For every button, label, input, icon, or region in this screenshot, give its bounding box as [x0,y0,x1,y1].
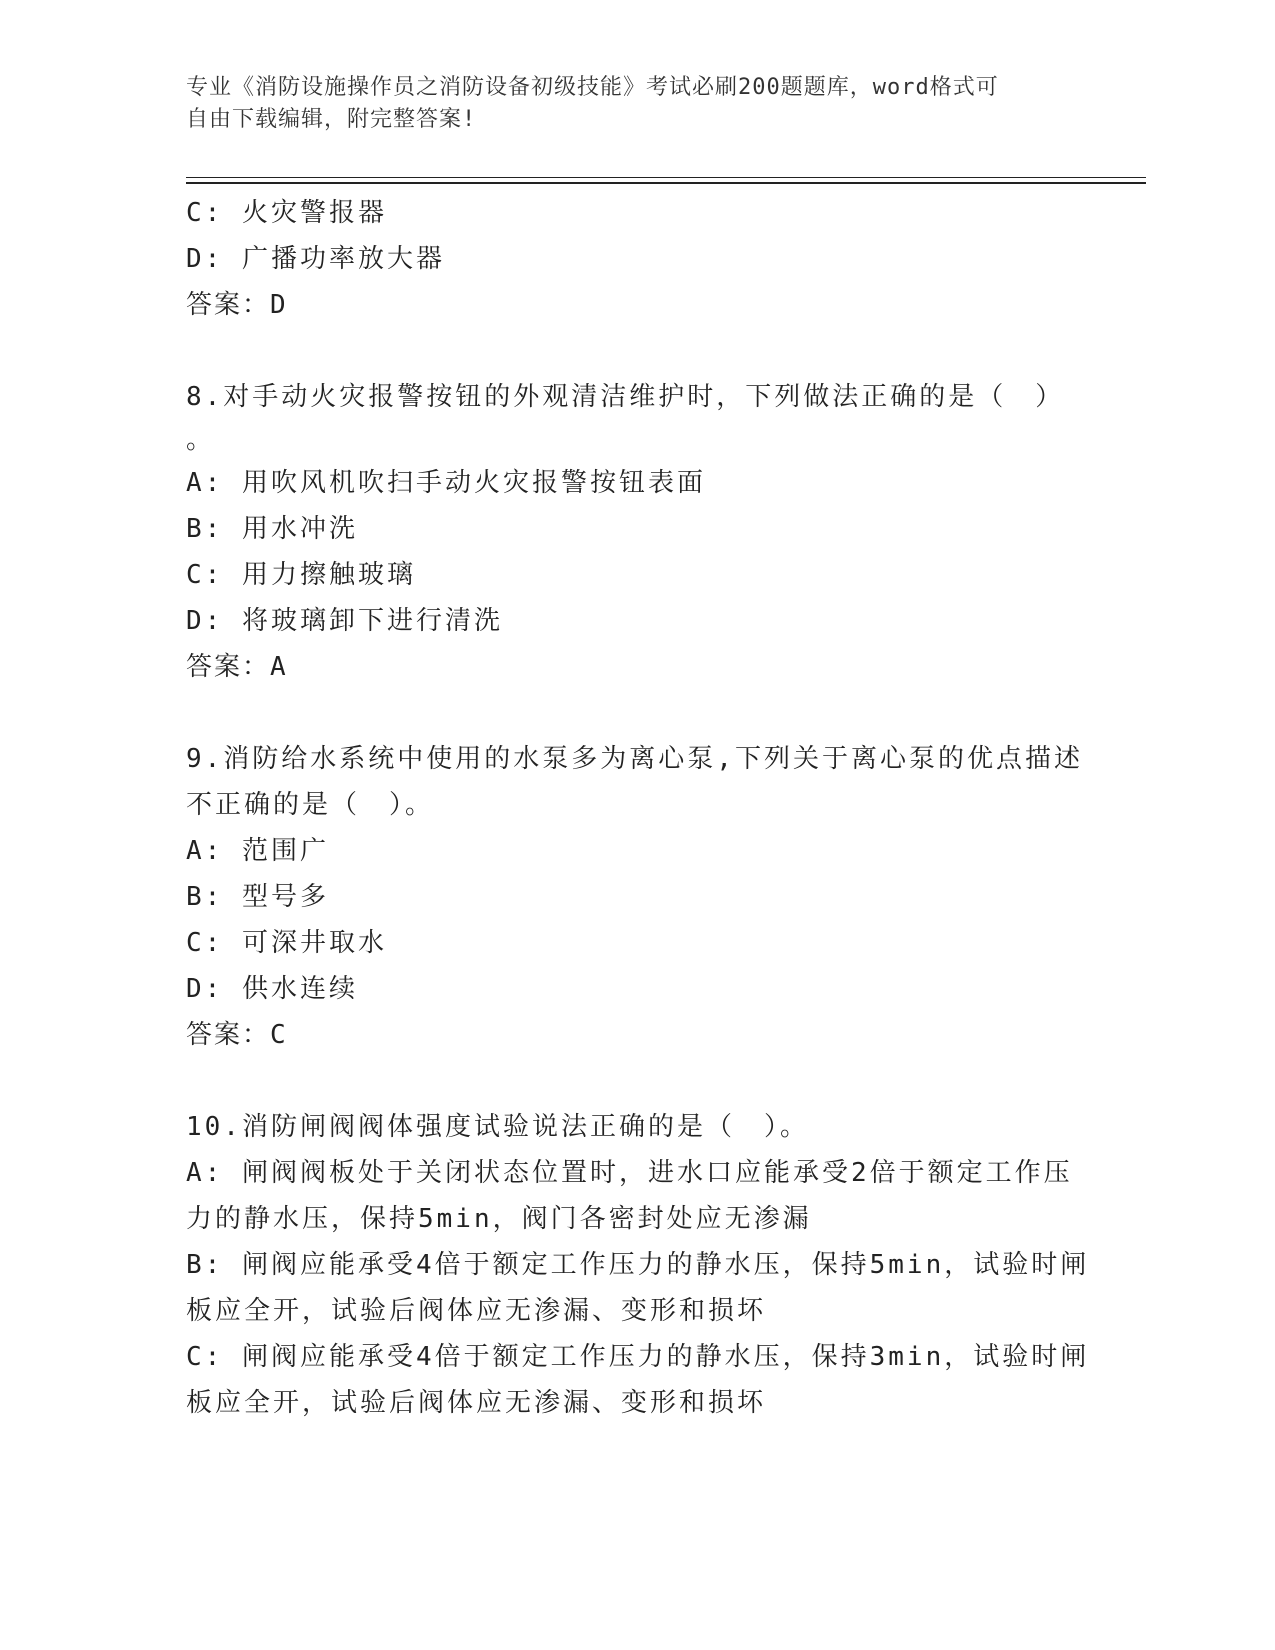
q10-stem: 10.消防闸阀阀体强度试验说法正确的是（ ）。 [186,1112,809,1142]
header-divider-thin [186,177,1146,178]
document-header [186,72,1086,136]
q9-stem: 9.消防给水系统中使用的水泵多为离心泵,下列关于离心泵的优点描述 [186,744,1083,774]
q10-option-b-cont: 板应全开，试验后阀体应无渗漏、变形和损坏 [186,1296,767,1326]
q10-option-a: A: 闸阀阀板处于关闭状态位置时，进水口应能承受2倍于额定工作压 [186,1158,1073,1188]
header-line-2: 自由下载编辑，附完整答案! [186,107,477,132]
q10-option-c: C: 闸阀应能承受4倍于额定工作压力的静水压，保持3min，试验时闸 [186,1342,1090,1372]
prev-option-c: C: 火灾警报器 [186,198,387,228]
q9-option-d: D: 供水连续 [186,974,358,1004]
q8-answer: 答案：A [186,652,288,682]
q8-option-d: D: 将玻璃卸下进行清洗 [186,606,503,636]
q8-option-b: B: 用水冲洗 [186,514,358,544]
q8-stem-end: 。 [186,425,216,455]
q8-stem: 8.对手动火灾报警按钮的外观清洁维护时，下列做法正确的是（ ） [186,382,1065,412]
question-content [186,190,1090,1426]
q10-option-a-cont: 力的静水压，保持5min，阀门各密封处应无渗漏 [186,1204,812,1234]
header-divider-thick [186,182,1146,184]
q8-option-c: C: 用力擦触玻璃 [186,560,416,590]
q9-stem-cont: 不正确的是（ ）。 [186,790,435,820]
q10-option-c-cont: 板应全开，试验后阀体应无渗漏、变形和损坏 [186,1388,767,1418]
prev-answer: 答案：D [186,290,288,320]
q8-option-a: A: 用吹风机吹扫手动火灾报警按钮表面 [186,468,706,498]
prev-option-d: D: 广播功率放大器 [186,244,445,274]
q9-option-b: B: 型号多 [186,882,329,912]
q9-answer: 答案：C [186,1020,288,1050]
header-line-1: 专业《消防设施操作员之消防设备初级技能》考试必刷200题题库，word格式可 [186,75,999,100]
q10-option-b: B: 闸阀应能承受4倍于额定工作压力的静水压，保持5min，试验时闸 [186,1250,1090,1280]
q9-option-a: A: 范围广 [186,836,329,866]
q9-option-c: C: 可深井取水 [186,928,387,958]
